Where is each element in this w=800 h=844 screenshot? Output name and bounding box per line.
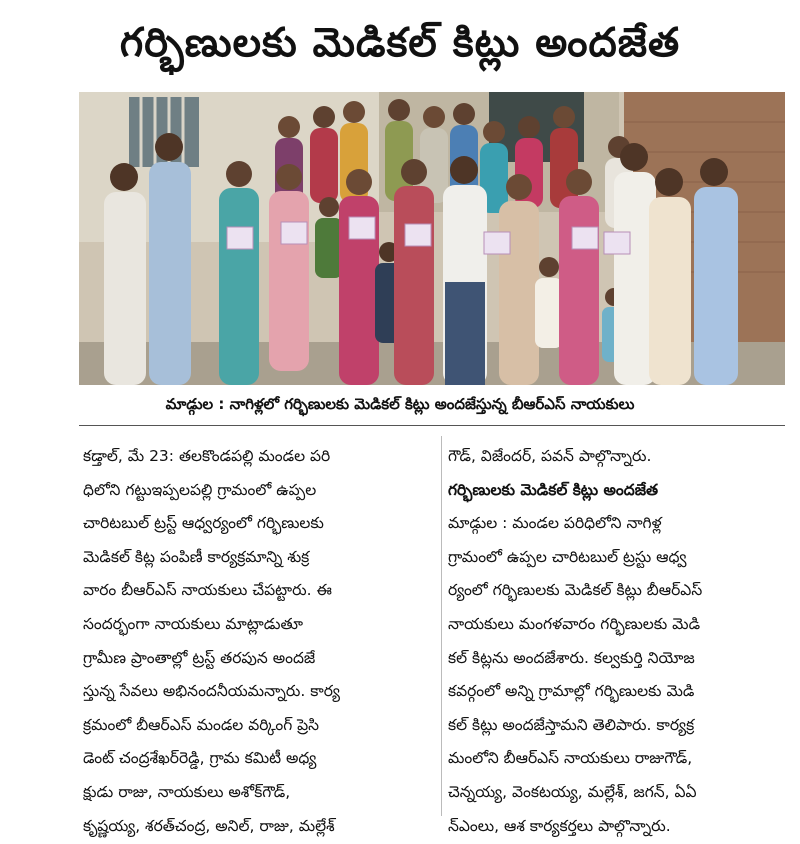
headline: గర్భిణులకు మెడికల్ కిట్లు అందజేత: [119, 20, 681, 66]
article-column-left: [83, 440, 439, 843]
article-line: గ్రామీణ ప్రాంతాల్లో ట్రస్ట్ తరపున అందజే: [83, 648, 316, 667]
group-photo-illustration: [79, 92, 785, 385]
article-line: మాడ్గుల : మండల పరిధిలోని నాగిళ్ల: [448, 514, 662, 533]
article-line: గ్రామంలో ఉప్పల చారిటబుల్ ట్రస్టు ఆధ్వ: [448, 547, 687, 566]
article-line: చెన్నయ్య, వెంకటయ్య, మల్లేశ్, జగన్, ఏఏ: [448, 782, 697, 801]
article-line: గౌడ్, విజేందర్, పవన్ పాల్గొన్నారు.: [448, 447, 652, 465]
article-subheading: గర్భిణులకు మెడికల్ కిట్లు అందజేత: [448, 480, 659, 499]
article-line: ర్యంలో గర్భిణులకు మెడికల్ కిట్లు బీఆర్ఎస్: [448, 581, 703, 600]
news-photo: [79, 92, 785, 385]
article-line: సందర్భంగా నాయకులు మాట్లాడుతూ: [83, 614, 303, 633]
article-line: క్షుడు రాజు, నాయకులు అశోక్‌గౌడ్,: [83, 782, 291, 801]
article-line: కృష్ణయ్య, శరత్‌చంద్ర, అనిల్, రాజు, మల్లేశ్: [83, 816, 335, 835]
article-line: నాయకులు మంగళవారం గర్భిణులకు మెడి: [448, 614, 701, 633]
article-line: మెడికల్ కిట్ల పంపిణీ కార్యక్రమాన్ని శుక్ర: [83, 547, 310, 566]
article-line: కల్ కిట్లు అందజేస్తామని తెలిపారు. కార్యక్ర: [448, 715, 695, 734]
article-line: స్తున్న సేవలు అభినందనీయమన్నారు. కార్య: [83, 682, 340, 701]
article-line: కవర్గంలో అన్ని గ్రామాల్లో గర్భిణులకు మెడి: [448, 682, 695, 701]
article-line: వారం బీఆర్ఎస్ నాయకులు చేపట్టారు. ఈ: [83, 581, 332, 600]
article-line: మంలోని బీఆర్ఎస్ నాయకులు రాజుగౌడ్,: [448, 749, 693, 768]
photo-caption: మాడ్గుల : నాగిళ్లలో గర్భిణులకు మెడికల్ కిట్లు అందజేస్తున్న బీఆర్‌ఎస్ నాయకులు: [165, 395, 635, 413]
article-line: ధిలోని గట్టుఇప్పలపల్లి గ్రామంలో ఉప్పల: [83, 480, 317, 499]
article-column-right: [448, 440, 782, 843]
article-line: డెంట్ చంద్రశేఖర్‌రెడ్డి, గ్రామ కమిటీ అధ్య: [83, 749, 317, 768]
article-line: న్ఎంలు, ఆశ కార్యకర్తలు పాల్గొన్నారు.: [448, 816, 671, 835]
article-line: కల్ కిట్లను అందజేశారు. కల్వకుర్తి నియోజ: [448, 648, 695, 667]
article-line: క్రమంలో బీఆర్ఎస్ మండల వర్కింగ్ ప్రెసి: [83, 715, 320, 734]
article-line: కడ్తాల్, మే 23: తలకొండపల్లి మండల పరి: [83, 447, 331, 465]
article-line: చారిటబుల్ ట్రస్ట్ ఆధ్వర్యంలో గర్భిణులకు: [83, 514, 324, 533]
column-divider: [441, 436, 442, 816]
caption-rule: [79, 425, 785, 426]
